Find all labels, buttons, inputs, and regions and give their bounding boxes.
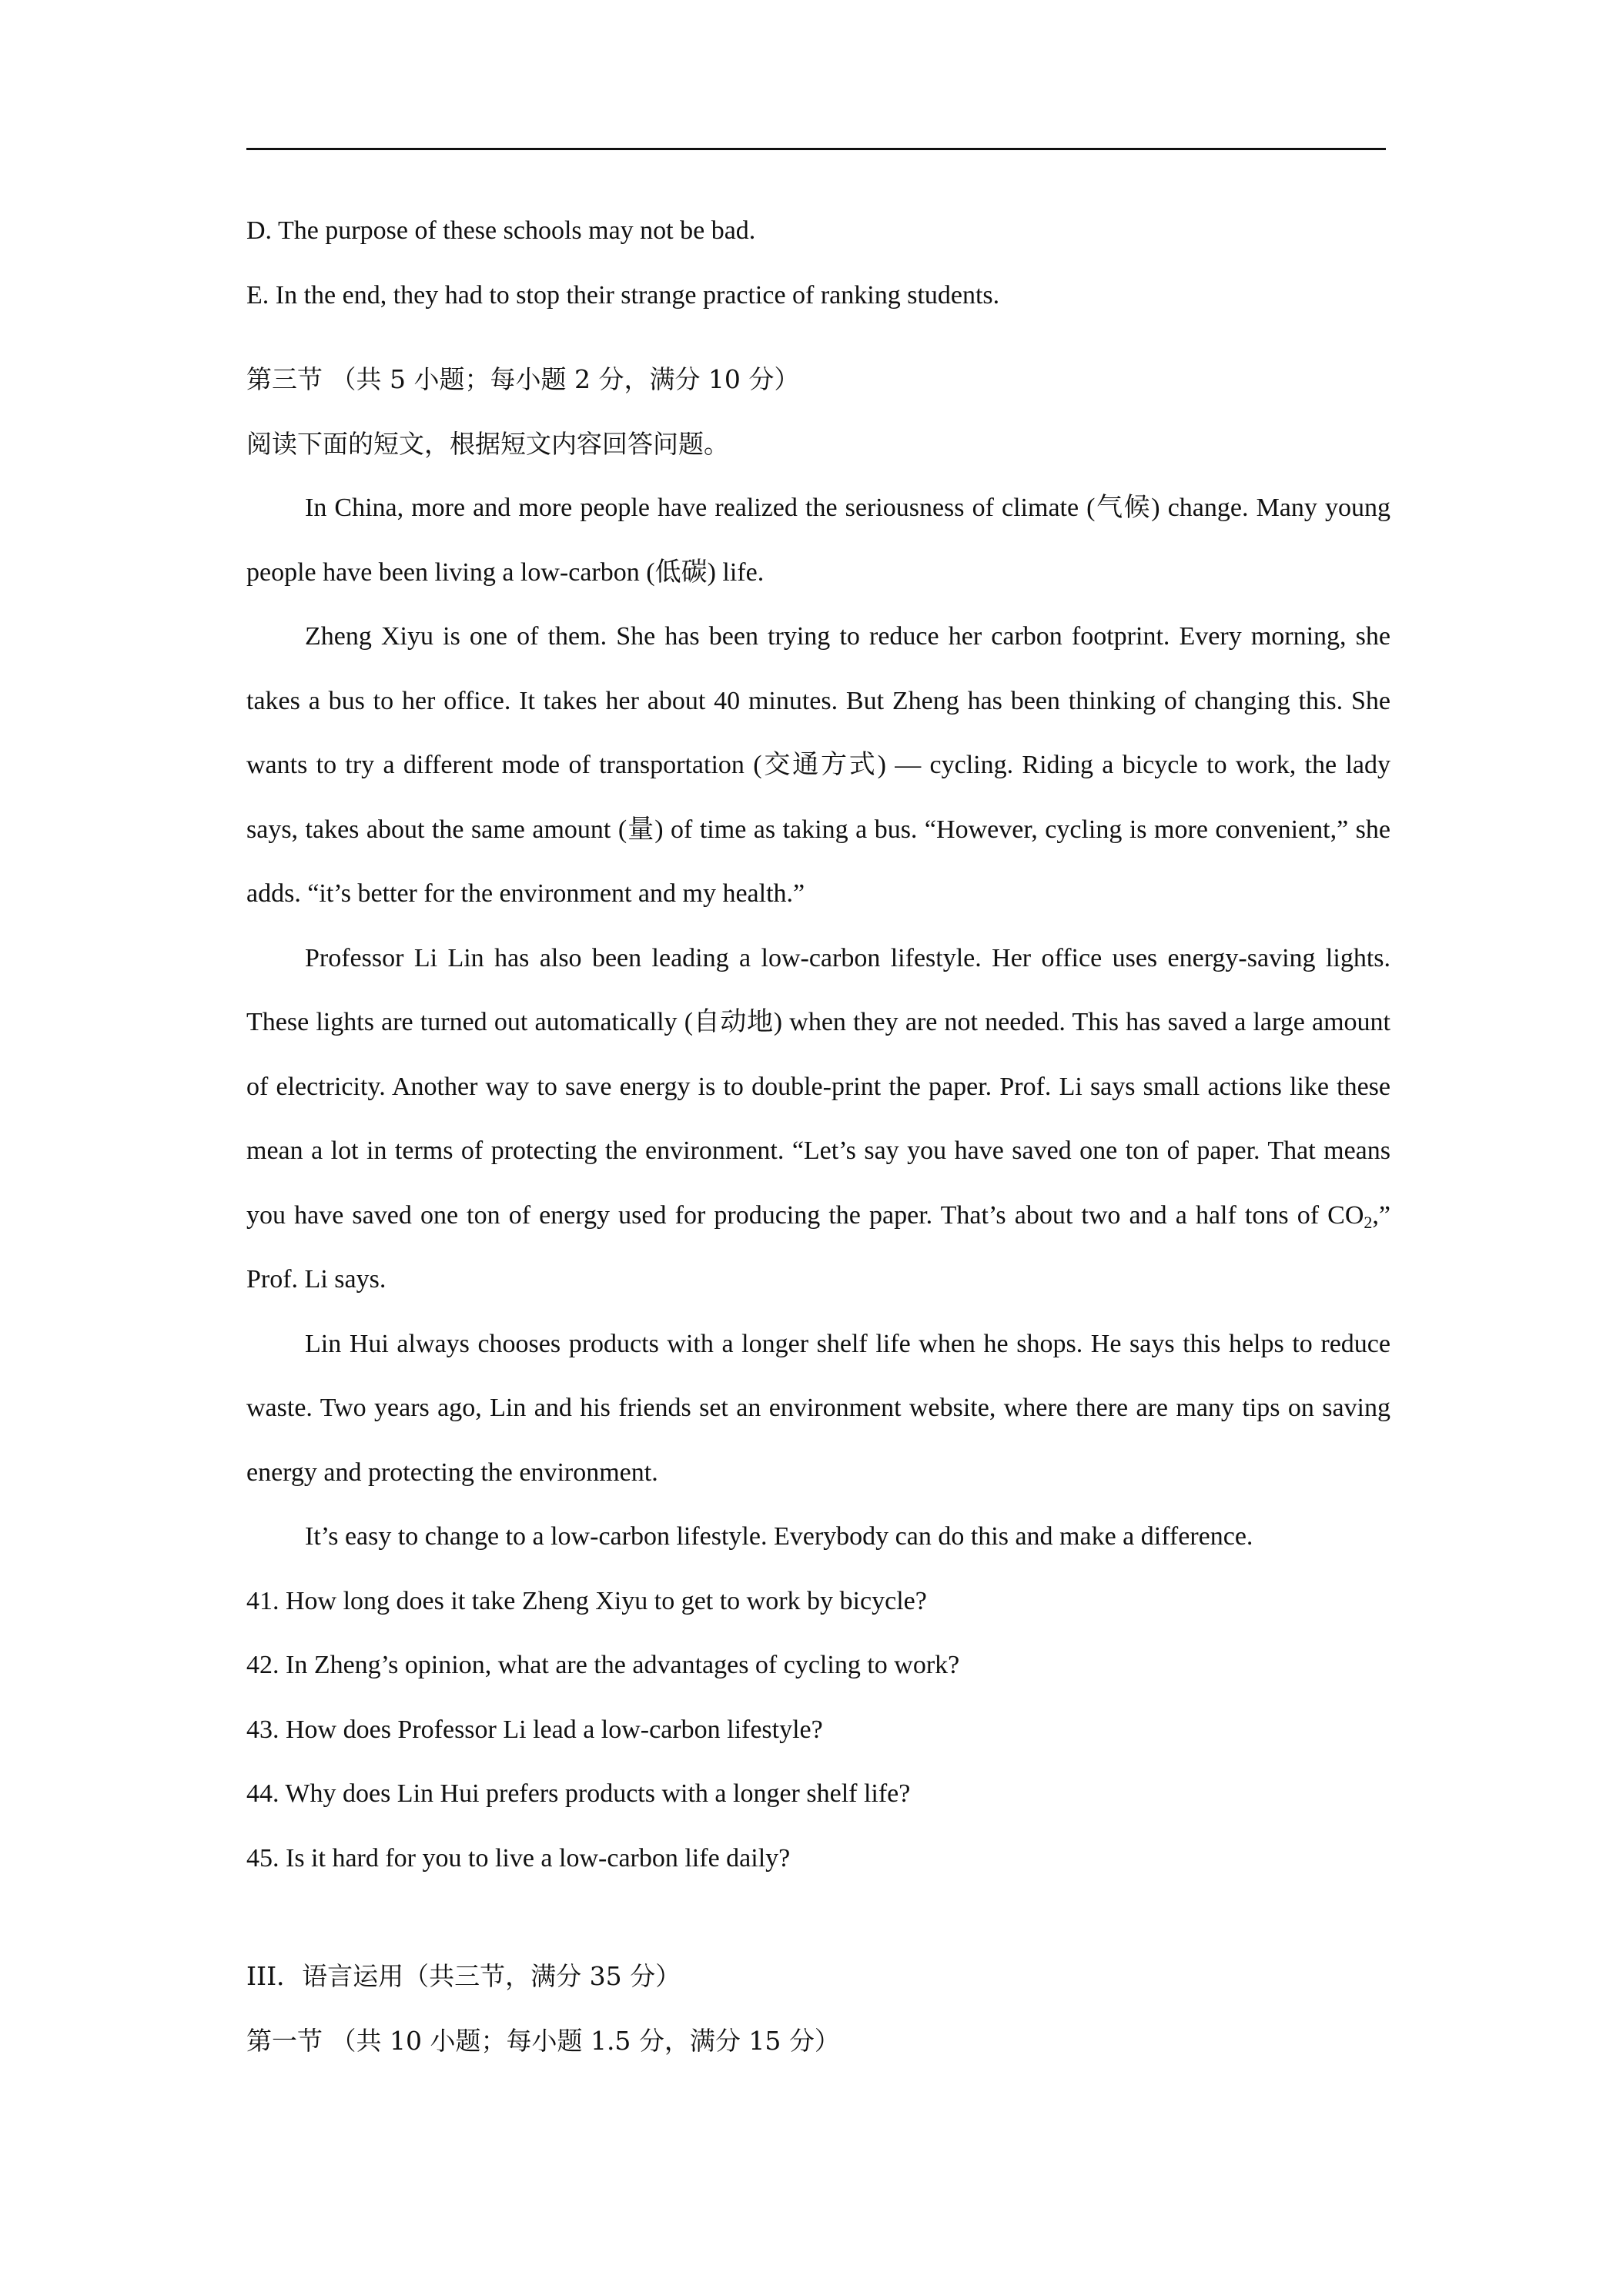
- passage-paragraph-3: [246, 926, 1390, 1312]
- part-three-heading: III．语言运用（共三节，满分 35 分）: [246, 1961, 681, 1991]
- question-45: 45. Is it hard for you to live a low-carbon life daily?: [246, 1843, 791, 1873]
- passage-paragraph-4: Lin Hui always chooses products with a longer shelf life when he shops. He says this helps to reduce waste. Two years ago, Lin and his friends set an environment website, where there are many tips on saving energy and protecting the environment.: [246, 1329, 1390, 1487]
- header-rule: [246, 148, 1386, 150]
- question-41: 41. How long does it take Zheng Xiyu to get to work by bicycle?: [246, 1586, 927, 1615]
- option-d: D. The purpose of these schools may not be bad.: [246, 216, 756, 245]
- page-content: [246, 199, 1390, 2073]
- question-42: 42. In Zheng’s opinion, what are the advantages of cycling to work?: [246, 1651, 960, 1679]
- section-three-heading: 第三节 （共 5 小题；每小题 2 分，满分 10 分）: [246, 364, 800, 394]
- passage-paragraph-1: In China, more and more people have realized the seriousness of climate (气候) change. Many young people have been living a low-carbon (低碳) life.: [246, 494, 1390, 587]
- passage-paragraph-2: Zheng Xiyu is one of them. She has been trying to reduce her carbon footprint. Every morning, she takes a bus to her office. It takes her about 40 minutes. But Zheng has been thinking of changing this. She wants to try a different mode of transportation (交通方式) — cycling. Riding a bicycle to work, the lady says, takes about the same amount (量) of time as taking a bus. “However, cycling is more convenient,” she adds. “it’s better for the environment and my health.”: [246, 622, 1390, 908]
- paragraph-3-text: Professor Li Lin has also been leading a low-carbon lifestyle. Her office uses energy-saving lights. These lights are turned out automatically (自动地) when they are not needed. This has saved a large amount of electricity. Another way to save energy is to double-print the paper. Prof. Li says small actions like these mean a lot in terms of protecting the environment. “Let’s say you have saved one ton of paper. That means you have saved one ton of energy used for producing the paper. That’s about two and a half tons of CO: [246, 943, 1390, 1230]
- section-three-instruction: 阅读下面的短文，根据短文内容回答问题。: [246, 428, 729, 459]
- question-44: 44. Why does Lin Hui prefers products with a longer shelf life?: [246, 1779, 911, 1808]
- option-e: E. In the end, they had to stop their strange practice of ranking students.: [246, 280, 1000, 310]
- paragraph-3-end: ,” Prof. Li says.: [246, 1200, 1390, 1294]
- spacer: [246, 1890, 1390, 1944]
- passage-paragraph-5: It’s easy to change to a low-carbon lifestyle. Everybody can do this and make a difference.: [305, 1522, 1253, 1551]
- co2-subscript: 2: [1364, 1212, 1373, 1232]
- part-three-section-one-heading: 第一节 （共 10 小题；每小题 1.5 分，满分 15 分）: [246, 2025, 840, 2056]
- question-43: 43. How does Professor Li lead a low-carbon lifestyle?: [246, 1715, 823, 1744]
- spacer: [246, 327, 1390, 347]
